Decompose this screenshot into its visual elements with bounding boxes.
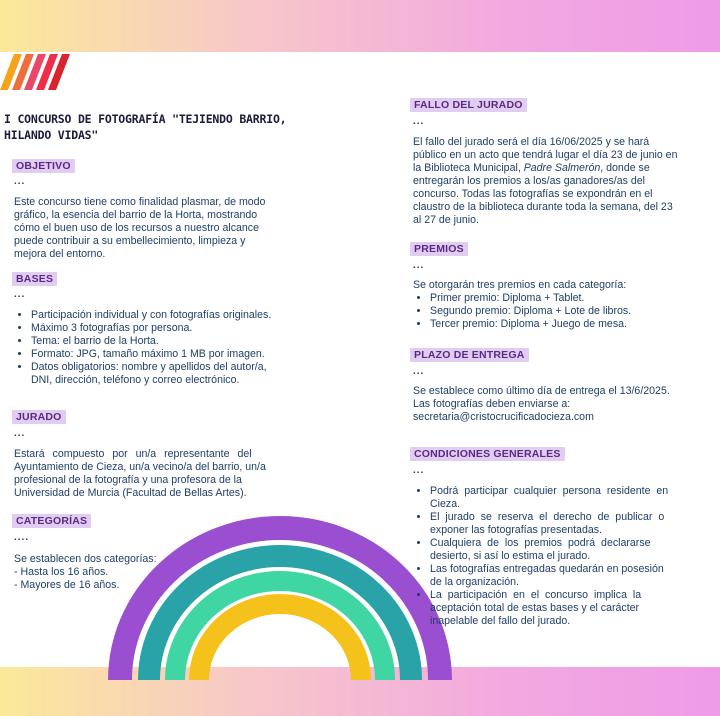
fallo-line: al 27 de junio. xyxy=(413,214,479,226)
fallo-line: claustro de la biblioteca durante toda la semana, del 23 xyxy=(413,201,673,213)
list-item: - Mayores de 16 años. xyxy=(14,579,120,591)
plazo-heading: PLAZO DE ENTREGA xyxy=(410,348,529,362)
fallo-line: público en un acto que tendrá lugar el día 23 de junio en xyxy=(413,149,678,161)
fallo-heading: FALLO DEL JURADO xyxy=(410,98,527,112)
email-link[interactable]: secretaria@cristocrucificadocieza.com xyxy=(413,411,594,423)
jurado-line: profesional de la fotografía y una profesora de la xyxy=(14,474,242,486)
bases-heading: BASES xyxy=(12,272,57,286)
title-line-1: I CONCURSO DE FOTOGRAFÍA "TEJIENDO BARRIO, xyxy=(4,112,287,126)
list-item-line: exponer las fotografías presentadas. xyxy=(430,524,602,536)
page-title xyxy=(4,111,334,143)
jurado-dots: ... xyxy=(14,428,26,439)
list-item: • Tercer premio: Diploma + Juego de mesa. xyxy=(430,318,720,331)
list-item xyxy=(430,511,720,537)
fallo-text-part: , donde se xyxy=(600,162,650,174)
list-item-line: aceptación total de estas bases y el carácter xyxy=(430,602,640,614)
list-item xyxy=(430,537,720,563)
bottom-gradient-band xyxy=(0,667,720,716)
list-item: • Segundo premio: Diploma + Lote de libros. xyxy=(430,305,720,318)
list-item: - Hasta los 16 años. xyxy=(14,566,109,578)
list-item: • Formato: JPG, tamaño máximo 1 MB por imagen. xyxy=(31,348,331,361)
premios-intro: Se otorgarán tres premios en cada categoría: xyxy=(413,279,627,291)
condiciones-heading: CONDICIONES GENERALES xyxy=(410,447,565,461)
list-item: • Datos obligatorios: nombre y apellidos del autor/a, xyxy=(31,361,331,374)
premios-dots: ... xyxy=(413,260,425,271)
bases-dots: ... xyxy=(14,289,26,300)
list-item xyxy=(430,589,720,628)
list-item-line: de la organización. xyxy=(430,576,519,588)
objetivo-line: Este concurso tiene como finalidad plasmar, de modo xyxy=(14,196,266,208)
list-item-line: Cieza. xyxy=(430,498,461,510)
objetivo-dots: ... xyxy=(14,176,26,187)
list-item: • Participación individual y con fotografías originales. xyxy=(31,309,331,322)
categorias-heading: CATEGORÍAS xyxy=(12,514,91,528)
objetivo-line: gráfico, la esencia del barrio de la Horta, mostrando xyxy=(14,209,258,221)
plazo-line: Las fotografías deben enviarse a: xyxy=(413,398,571,410)
premios-list xyxy=(413,292,720,331)
jurado-line: Universidad de Murcia (Facultad de Bellas Artes). xyxy=(14,487,247,499)
fallo-line: El fallo del jurado será el día 16/06/2025 y se hará xyxy=(413,136,650,148)
fallo-line xyxy=(413,162,708,175)
categorias-dots: .... xyxy=(14,532,30,543)
jurado-text xyxy=(14,448,309,500)
fallo-library-name: Padre Salmerón xyxy=(523,162,601,174)
list-item-line: • Podrá participar cualquier persona residente en xyxy=(430,485,669,497)
title-line-2: HILANDO VIDAS" xyxy=(4,128,99,142)
diagonal-stripes-decoration xyxy=(0,54,80,90)
list-item: • Tema: el barrio de la Horta. xyxy=(31,335,331,348)
fallo-text-part: la Biblioteca Municipal, xyxy=(413,162,524,174)
top-gradient-band xyxy=(0,0,720,52)
objetivo-line: mejora del entorno. xyxy=(14,248,106,260)
fallo-line: concurso. Todas las fotografías se expondrán en el xyxy=(413,188,653,200)
condiciones-list xyxy=(413,485,720,628)
categorias-text xyxy=(14,553,274,592)
list-item xyxy=(430,485,720,511)
objetivo-text xyxy=(14,196,309,261)
premios-heading: PREMIOS xyxy=(410,242,468,256)
list-item: • Máximo 3 fotografías por persona. xyxy=(31,322,331,335)
objetivo-line: puede contribuir a su embellecimiento, limpieza y xyxy=(14,235,246,247)
plazo-text xyxy=(413,385,708,424)
objetivo-heading: OBJETIVO xyxy=(12,159,75,173)
list-item: • Primer premio: Diploma + Tablet. xyxy=(430,292,720,305)
categorias-intro: Se establecen dos categorías: xyxy=(14,553,157,565)
list-item-line: • Cualquiera de los premios podrá declararse xyxy=(430,537,651,549)
fallo-dots: ... xyxy=(413,116,425,127)
list-item-line: inapelable del fallo del jurado. xyxy=(430,615,571,627)
jurado-line: Estará compuesto por un/a representante del xyxy=(14,448,252,460)
condiciones-dots: ... xyxy=(413,465,425,476)
bases-list-continuation: DNI, dirección, teléfono y correo electrónico. xyxy=(31,374,240,386)
list-item-line: desierto, si así lo estima el jurado. xyxy=(430,550,591,562)
objetivo-line: cómo el buen uso de los recursos a nuestro alcance xyxy=(14,222,259,234)
bases-list xyxy=(14,309,331,374)
list-item-line: • Las fotografías entregadas quedarán en posesión xyxy=(430,563,664,575)
list-item-line: • La participación en el concurso implica la xyxy=(430,589,642,601)
fallo-line: entregarán los premios a los/as ganadores/as del xyxy=(413,175,646,187)
list-item-line: • El jurado se reserva el derecho de publicar o xyxy=(430,511,665,523)
list-item xyxy=(430,563,720,589)
plazo-dots: ... xyxy=(413,366,425,377)
fallo-text xyxy=(413,136,708,227)
jurado-heading: JURADO xyxy=(12,410,66,424)
jurado-line: Ayuntamiento de Cieza, un/a vecino/a del barrio, un/a xyxy=(14,461,266,473)
plazo-line: Se establece como último día de entrega el 13/6/2025. xyxy=(413,385,670,397)
